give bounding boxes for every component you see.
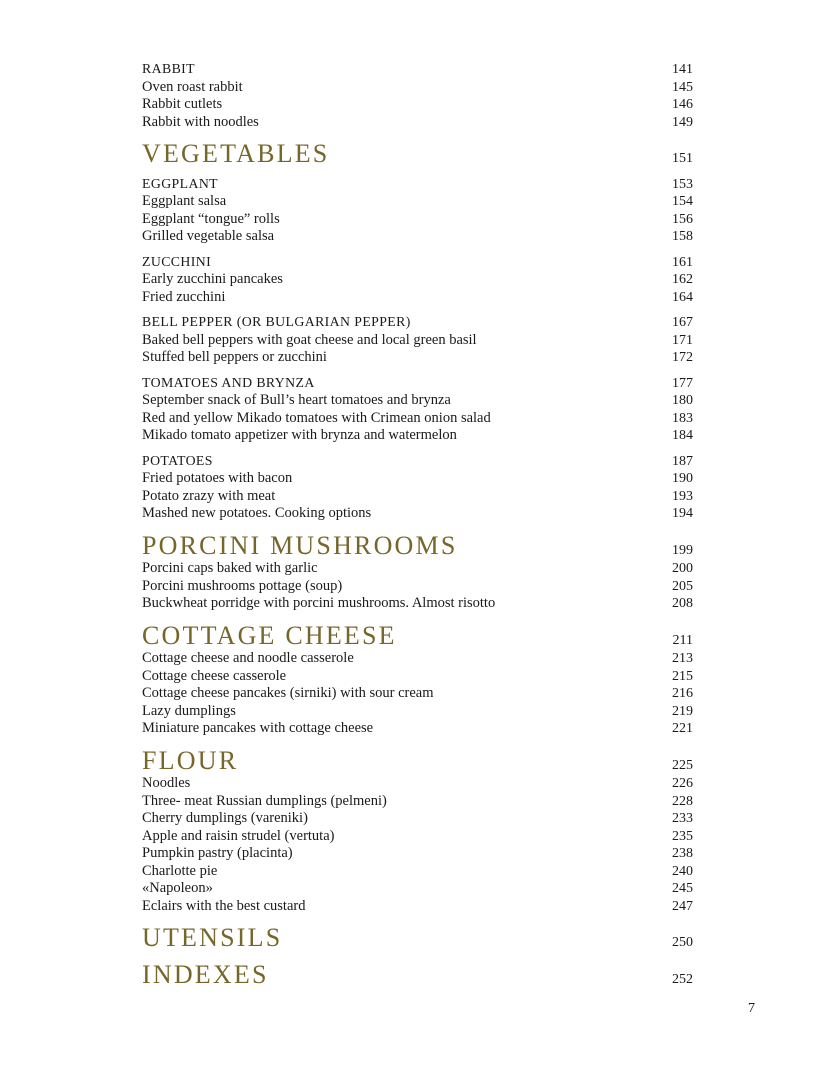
toc-entry-title: EGGPLANT [142, 175, 219, 191]
toc-item-row [142, 289, 693, 307]
toc-entry-title: Grilled vegetable salsa [142, 228, 275, 244]
toc-entry-page: 187 [672, 453, 693, 469]
toc-entry-page: 245 [672, 881, 693, 896]
toc-item-row [142, 703, 693, 721]
toc-entry-title: Noodles [142, 775, 191, 791]
toc-item-row [142, 828, 693, 846]
toc-section-row [142, 620, 693, 650]
toc-entry-title: Stuffed bell peppers or zucchini [142, 349, 327, 365]
toc-item-row [142, 720, 693, 738]
toc-item-row [142, 595, 693, 613]
toc-entry-title: Cottage cheese pancakes (sirniki) with sour cream [142, 685, 434, 701]
toc-entry-page: 208 [672, 596, 693, 611]
toc-entry-title: Buckwheat porridge with porcini mushrooms. Almost risotto [142, 595, 496, 611]
toc-subsection-row [142, 313, 693, 332]
toc-item-row [142, 810, 693, 828]
toc-entry-title: Early zucchini pancakes [142, 271, 283, 287]
toc-item-row [142, 488, 693, 506]
toc-entry-title: Red and yellow Mikado tomatoes with Crimean onion salad [142, 409, 491, 426]
toc-entry-page: 252 [672, 971, 693, 987]
toc-item-row [142, 650, 693, 668]
toc-item-row [142, 96, 693, 114]
toc-entry-title: Cherry dumplings (vareniki) [142, 810, 308, 826]
toc-entry-title: POTATOES [142, 452, 213, 468]
toc-item-row [142, 685, 693, 703]
toc-entry-title: Eclairs with the best custard [142, 897, 306, 914]
toc-entry-page: 233 [672, 811, 693, 826]
toc-entry-title: Fried potatoes with bacon [142, 470, 293, 486]
toc-entry-title: PORCINI MUSHROOMS [142, 530, 458, 560]
toc-item-row [142, 560, 693, 578]
toc-section-row [142, 925, 693, 952]
toc-entry-title: «Napoleon» [142, 880, 213, 896]
toc-entry-title: Cottage cheese and noodle casserole [142, 650, 354, 666]
toc-entry-title: Porcini mushrooms pottage (soup) [142, 577, 343, 594]
toc-entry-page: 184 [672, 428, 693, 443]
toc-item-row [142, 845, 693, 863]
toc-entry-page: 216 [672, 686, 693, 701]
toc-entry-page: 247 [672, 898, 693, 914]
toc-entry-page: 213 [672, 651, 693, 666]
toc-item-row [142, 349, 693, 367]
toc-entry-title: Miniature pancakes with cottage cheese [142, 720, 374, 736]
toc-item-row [142, 880, 693, 898]
toc-entry-page: 221 [672, 721, 693, 736]
toc-entry-page: 228 [672, 793, 693, 809]
toc-entry-title: TOMATOES AND BRYNZA [142, 374, 315, 390]
toc-entry-title: Porcini caps baked with garlic [142, 560, 318, 576]
toc-entry-page: 141 [672, 62, 693, 77]
toc-entry-title: Eggplant “tongue” rolls [142, 210, 280, 227]
toc-entry-page: 238 [672, 846, 693, 861]
toc-entry-page: 211 [672, 632, 693, 648]
toc-entry-page: 200 [672, 561, 693, 576]
toc-entry-page: 183 [672, 410, 693, 426]
toc-entry-title: Pumpkin pastry (placinta) [142, 845, 293, 861]
toc-item-row [142, 578, 693, 596]
toc-entry-title: September snack of Bull’s heart tomatoes and brynza [142, 392, 451, 408]
toc-entry-page: 193 [672, 488, 693, 504]
toc-entry-title: Apple and raisin strudel (vertuta) [142, 827, 335, 844]
toc-entry-page: 215 [672, 668, 693, 684]
toc-item-row [142, 271, 693, 289]
toc-entry-page: 190 [672, 471, 693, 486]
toc-item-row [142, 427, 693, 445]
toc-item-row [142, 775, 693, 793]
toc-entry-title: Fried zucchini [142, 288, 226, 305]
toc-entry-title: Charlotte pie [142, 862, 218, 879]
toc-item-row [142, 898, 693, 916]
toc-entry-page: 177 [672, 375, 693, 391]
toc-entry-title: Rabbit with noodles [142, 113, 259, 130]
toc-entry-page: 172 [672, 350, 693, 365]
toc-entry-page: 194 [672, 506, 693, 521]
toc-section-row [142, 530, 693, 560]
toc-entry-page: 156 [672, 211, 693, 227]
toc-entry-page: 164 [672, 289, 693, 305]
toc-entry-page: 226 [672, 776, 693, 791]
toc-entry-page: 205 [672, 578, 693, 594]
toc-entry-title: Cottage cheese casserole [142, 667, 287, 684]
toc-entry-title: Eggplant salsa [142, 193, 227, 209]
toc-entry-title: Rabbit cutlets [142, 96, 223, 112]
toc-entry-page: 146 [672, 97, 693, 112]
toc-entry-page: 219 [672, 703, 693, 719]
toc-item-row [142, 668, 693, 686]
toc-entry-page: 151 [672, 151, 693, 166]
toc-section-row [142, 141, 693, 168]
toc-entry-page: 161 [672, 254, 693, 270]
toc-entry-page: 154 [672, 194, 693, 209]
toc-entry-title: Potato zrazy with meat [142, 487, 276, 504]
toc-subsection-row [142, 452, 693, 471]
toc-item-row [142, 332, 693, 350]
toc-entry-title: COTTAGE CHEESE [142, 620, 397, 650]
toc-item-row [142, 505, 693, 523]
toc-entry-title: BELL PEPPER (OR BULGARIAN PEPPER) [142, 314, 411, 329]
toc-item-row [142, 392, 693, 410]
toc-subsection-row [142, 374, 693, 393]
toc-item-row [142, 228, 693, 246]
toc-entry-title: Mikado tomato appetizer with brynza and watermelon [142, 427, 457, 443]
toc-item-row [142, 114, 693, 132]
toc-entry-title: Three- meat Russian dumplings (pelmeni) [142, 792, 387, 809]
toc-subsection-row [142, 253, 693, 272]
toc-subsection-row [142, 175, 693, 194]
toc-entry-page: 235 [672, 828, 693, 844]
toc-entry-page: 240 [672, 863, 693, 879]
toc-item-row [142, 79, 693, 97]
toc-entry-title: RABBIT [142, 61, 195, 76]
toc [142, 60, 693, 989]
toc-section-row [142, 745, 693, 775]
toc-entry-title: VEGETABLES [142, 139, 330, 168]
toc-entry-page: 225 [672, 757, 693, 773]
toc-section-row [142, 959, 693, 989]
toc-item-row [142, 410, 693, 428]
toc-subsection-row [142, 60, 693, 79]
toc-entry-page: 250 [672, 935, 693, 950]
toc-entry-title: Baked bell peppers with goat cheese and local green basil [142, 331, 477, 348]
toc-entry-title: Mashed new potatoes. Cooking options [142, 505, 372, 521]
toc-entry-page: 180 [672, 393, 693, 408]
toc-entry-title: ZUCCHINI [142, 253, 212, 269]
toc-entry-page: 199 [672, 542, 693, 558]
toc-entry-page: 149 [672, 114, 693, 130]
page-number: 7 [748, 1001, 755, 1016]
toc-item-row [142, 793, 693, 811]
toc-item-row [142, 863, 693, 881]
toc-entry-page: 158 [672, 229, 693, 244]
toc-entry-page: 145 [672, 79, 693, 95]
toc-entry-page: 162 [672, 272, 693, 287]
toc-entry-page: 171 [672, 332, 693, 348]
toc-entry-title: Oven roast rabbit [142, 78, 243, 95]
toc-entry-title: FLOUR [142, 745, 239, 775]
toc-item-row [142, 193, 693, 211]
toc-entry-title: Lazy dumplings [142, 702, 236, 719]
toc-entry-page: 167 [672, 315, 693, 330]
toc-entry-title: INDEXES [142, 959, 269, 989]
toc-item-row [142, 211, 693, 229]
toc-entry-title: UTENSILS [142, 923, 283, 952]
toc-item-row [142, 470, 693, 488]
toc-entry-page: 153 [672, 176, 693, 192]
